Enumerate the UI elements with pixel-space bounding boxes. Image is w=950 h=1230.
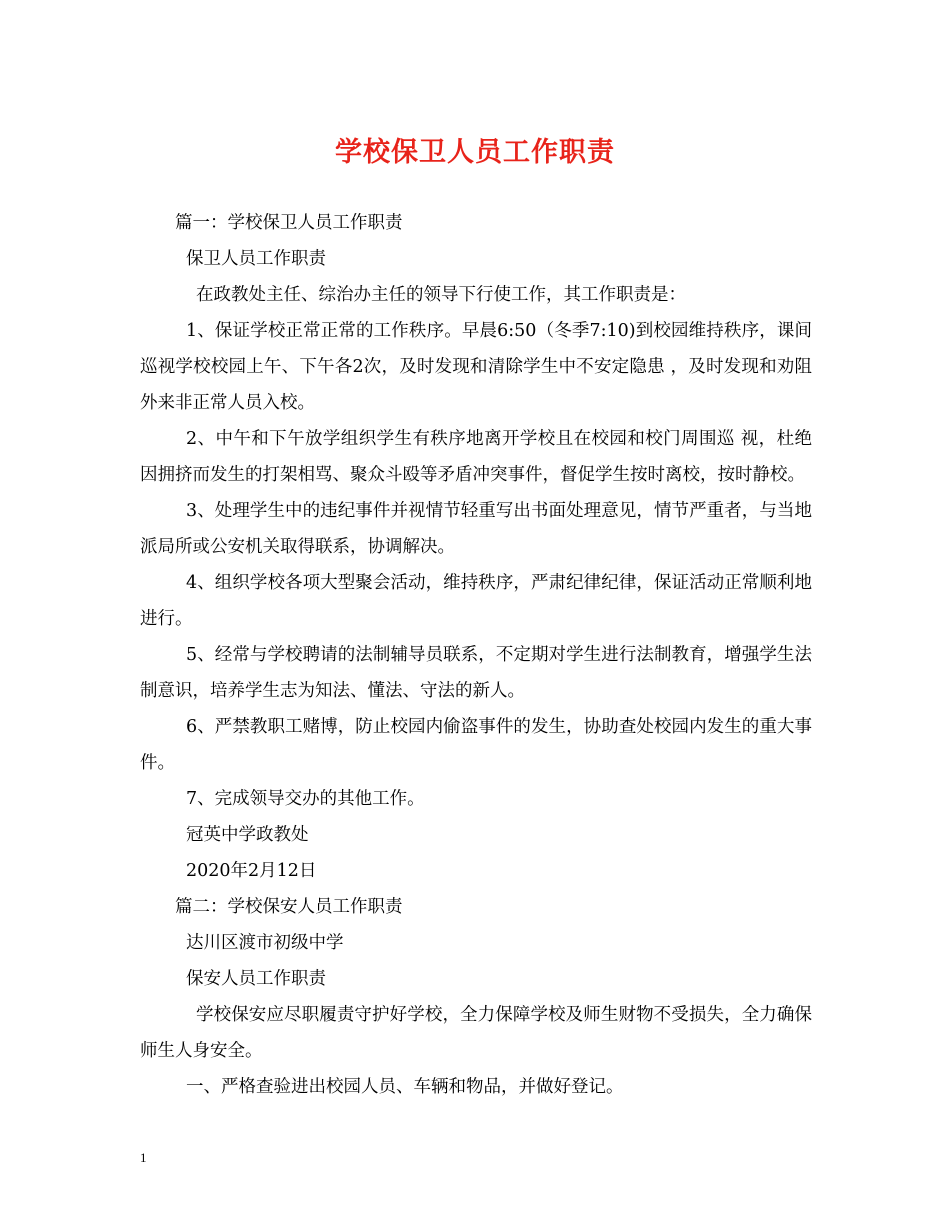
paragraph: 6、严禁教职工赌博，防止校园内偷盗事件的发生，协助查处校园内发生的重大事件。 — [140, 717, 812, 773]
document-title: 学校保卫人员工作职责 — [335, 137, 615, 168]
paragraph: 7、完成领导交办的其他工作。 — [186, 789, 425, 809]
school-name: 达川区渡市初级中学 — [186, 933, 344, 953]
document-body — [140, 205, 812, 1105]
paragraph: 3、处理学生中的违纪事件并视情节轻重写出书面处理意见，情节严重者，与当地派局所或公安机关取得联系，协调解决。 — [140, 501, 812, 557]
subheading: 保安人员工作职责 — [186, 969, 326, 989]
page-number: 1 — [140, 1150, 147, 1165]
section-heading-1: 篇一：学校保卫人员工作职责 — [175, 213, 403, 233]
section-heading-2: 篇二：学校保安人员工作职责 — [175, 897, 403, 917]
paragraph: 学校保安应尽职履责守护好学校，全力保障学校及师生财物不受损失，全力确保师生人身安全。 — [140, 1005, 812, 1061]
signature-date: 2020年2月12日 — [186, 861, 317, 881]
paragraph: 在政教处主任、综治办主任的领导下行使工作，其工作职责是： — [196, 285, 686, 305]
paragraph: 1、保证学校正常正常的工作秩序。早晨6:50（冬季7:10)到校园维持秩序，课间巡视学校校园上午、下午各2次，及时发现和清除学生中不安定隐患 ，及时发现和劝阻外来非正常人员入校。 — [140, 321, 812, 413]
paragraph: 2、中午和下午放学组织学生有秩序地离开学校且在校园和校门周围巡 视，杜绝因拥挤而发生的打架相骂、聚众斗殴等矛盾冲突事件，督促学生按时离校，按时静校。 — [140, 429, 812, 485]
paragraph: 4、组织学校各项大型聚会活动，维持秩序，严肃纪律纪律，保证活动正常顺利地进行。 — [140, 573, 812, 629]
subheading: 保卫人员工作职责 — [186, 249, 326, 269]
signature-org: 冠英中学政教处 — [186, 825, 309, 845]
paragraph: 5、经常与学校聘请的法制辅导员联系，不定期对学生进行法制教育，增强学生法制意识，培养学生志为知法、懂法、守法的新人。 — [140, 645, 812, 701]
paragraph: 一、严格查验进出校园人员、车辆和物品，并做好登记。 — [186, 1077, 624, 1097]
